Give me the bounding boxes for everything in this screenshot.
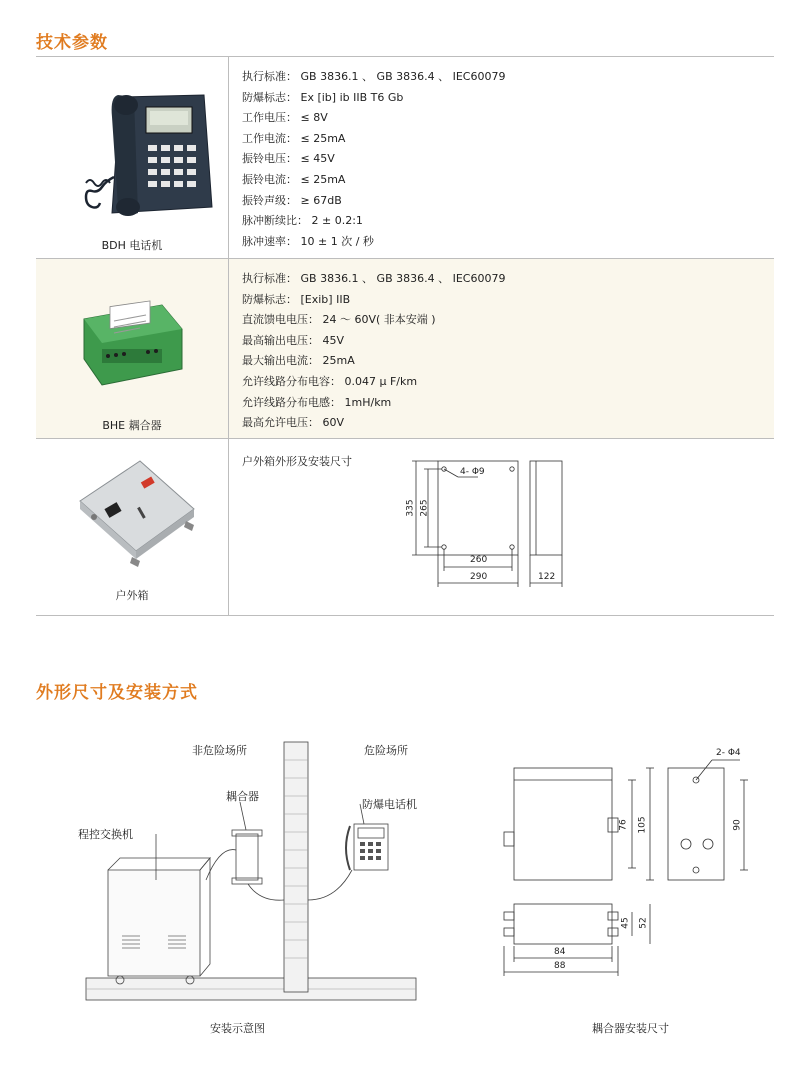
coupler-illustration: [36, 259, 228, 409]
spec-item: 最高输出电压： 45V: [242, 333, 345, 347]
dim-76-label: 76: [618, 819, 629, 831]
dim-84-label: 84: [554, 947, 566, 957]
dim-90-label: 90: [732, 819, 743, 831]
spec-item: 振铃电流： ≤ 25mA: [242, 172, 346, 186]
dim-52-label: 52: [638, 917, 649, 929]
dim-265-label: 265: [419, 499, 430, 517]
dim-290-label: 290: [470, 572, 488, 582]
spec-item: 工作电压： ≤ 8V: [242, 111, 328, 125]
dim-105-label: 105: [637, 816, 648, 834]
spec-item: 最高允许电压： 60V: [242, 416, 345, 430]
spec-item: 直流馈电电压： 24 ～ 60V( 非本安端 ): [242, 313, 436, 327]
phone-spec-list: [242, 67, 505, 252]
spec-row-coupler: [36, 258, 774, 439]
dim-88-label: 88: [554, 961, 566, 971]
coupler-dim-labels: [490, 740, 780, 990]
spec-item: 防爆标志： Ex [ib] ib IIB T6 Gb: [242, 90, 404, 104]
spec-item: 振铃声级： ≥ 67dB: [242, 193, 342, 207]
spec-item: 工作电流： ≤ 25mA: [242, 131, 346, 145]
coupler-spec-list: [242, 269, 505, 434]
dim-260-label: 260: [470, 555, 488, 565]
installation-diagram: [60, 730, 430, 1020]
spec-row-outdoor-box: [36, 438, 774, 616]
dim-335-label: 335: [405, 499, 416, 517]
spec-item: 执行标准： GB 3836.1 、 GB 3836.4 、 IEC60079: [242, 272, 506, 285]
phone-image-cell: [36, 57, 229, 259]
outdoor-box-image-cell: [36, 439, 229, 615]
product-name-coupler: BHE 耦合器: [102, 419, 162, 432]
spec-item: 脉冲断续比： 2 ± 0.2:1: [242, 214, 363, 228]
dim-122-label: 122: [538, 572, 556, 582]
dim-45-label: 45: [620, 917, 631, 929]
install-caption: 安装示意图: [210, 1022, 265, 1035]
product-name-phone: BDH 电话机: [101, 239, 163, 252]
dim-2phi4-label: 2- Φ4: [716, 748, 741, 758]
spec-item: 振铃电压： ≤ 45V: [242, 152, 335, 166]
label-hazard: 危险场所: [364, 744, 408, 757]
outdoor-box-illustration: [36, 439, 228, 569]
spec-item: 防爆标志： [Exib] IIB: [242, 292, 351, 306]
spec-row-phone: [36, 56, 774, 259]
coupler-dims-caption: 耦合器安装尺寸: [592, 1022, 669, 1035]
label-exchange: 程控交换机: [78, 828, 133, 841]
spec-item: 脉冲速率： 10 ± 1 次 / 秒: [242, 234, 374, 248]
section-title-specs: 技术参数: [36, 33, 108, 53]
product-name-outdoor-box: 户外箱: [115, 589, 149, 602]
outdoor-box-dim-labels: [398, 439, 598, 611]
spec-item: 执行标准： GB 3836.1 、 GB 3836.4 、 IEC60079: [242, 70, 506, 83]
label-non-hazard: 非危险场所: [192, 744, 247, 757]
spec-item: 最大输出电流： 25mA: [242, 354, 355, 368]
label-phone: 防爆电话机: [362, 798, 417, 811]
spec-item: 允许线路分布电感： 1mH/km: [242, 395, 392, 409]
dim-hole-label: 4- Φ9: [460, 467, 485, 477]
label-coupler: 耦合器: [226, 790, 259, 803]
coupler-image-cell: [36, 259, 229, 439]
telephone-illustration: [36, 57, 228, 227]
section-title-install: 外形尺寸及安装方式: [36, 683, 198, 703]
outdoor-box-drawing-title: 户外箱外形及安装尺寸: [242, 455, 352, 468]
spec-item: 允许线路分布电容： 0.047 μ F/km: [242, 374, 418, 388]
